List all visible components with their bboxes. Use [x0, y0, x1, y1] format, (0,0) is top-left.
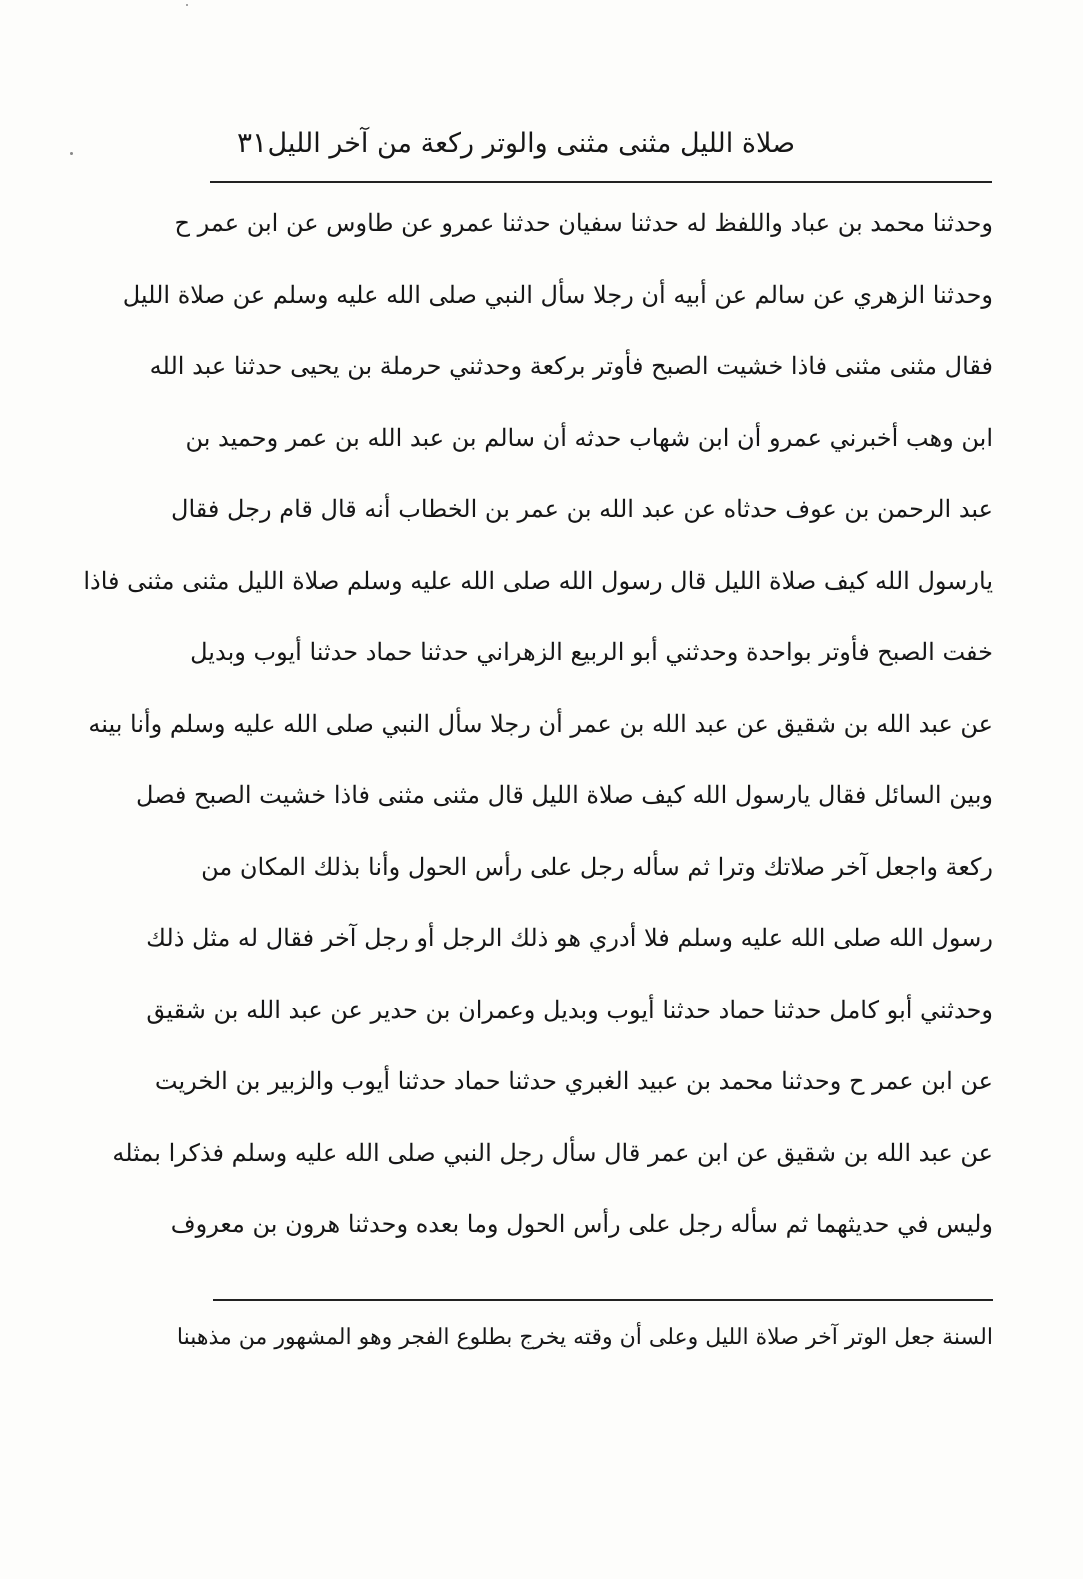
- running-title: صلاة الليل مثنى مثنى والوتر ركعة من آخر الليل: [267, 128, 795, 159]
- page-number: ٣١: [237, 126, 268, 159]
- scan-speck: [70, 152, 73, 155]
- scan-speck: [186, 4, 188, 6]
- main-text-block: [83, 188, 993, 1261]
- page-header: [205, 120, 995, 178]
- text-line: عن ابن عمر ح وحدثنا محمد بن عبيد الغبري حدثنا حماد حدثنا أيوب والزبير بن الخريت: [154, 1067, 993, 1095]
- text-line: رسول الله صلى الله عليه وسلم فلا أدري هو ذلك الرجل أو رجل آخر فقال له مثل ذلك: [146, 924, 993, 952]
- text-line: وحدثنا الزهري عن سالم عن أبيه أن رجلا سأل النبي صلى الله عليه وسلم عن صلاة الليل: [122, 280, 993, 309]
- text-line: ركعة واجعل آخر صلاتك وترا ثم سأله رجل على رأس الحول وأنا بذلك المكان من: [201, 852, 993, 881]
- text-line: عبد الرحمن بن عوف حدثاه عن عبد الله بن عمر بن الخطاب أنه قال قام رجل فقال: [171, 495, 993, 523]
- text-line: وليس في حديثهما ثم سأله رجل على رأس الحول وما بعده وحدثنا هرون بن معروف: [170, 1210, 993, 1238]
- header-rule: [210, 181, 992, 183]
- text-line: ابن وهب أخبرني عمرو أن ابن شهاب حدثه أن سالم بن عبد الله بن عمر وحميد بن: [185, 423, 993, 452]
- text-line: يارسول الله كيف صلاة الليل قال رسول الله صلى الله عليه وسلم صلاة الليل مثنى مثنى فاذا: [83, 566, 993, 595]
- text-line: وبين السائل فقال يارسول الله كيف صلاة الليل قال مثنى مثنى فاذا خشيت الصبح فصل: [135, 781, 993, 809]
- footnote-rule: [213, 1299, 993, 1301]
- text-line: وحدثني أبو كامل حدثنا حماد حدثنا أيوب وبديل وعمران بن حدير عن عبد الله بن شقيق: [146, 995, 993, 1024]
- text-line: وحدثنا محمد بن عباد واللفظ له حدثنا سفيان حدثنا عمرو عن طاوس عن ابن عمر ح: [174, 209, 993, 237]
- text-line: عن عبد الله بن شقيق عن ابن عمر قال سأل رجل النبي صلى الله عليه وسلم فذكرا بمثله: [112, 1138, 993, 1167]
- text-line: عن عبد الله بن شقيق عن عبد الله بن عمر أن رجلا سأل النبي صلى الله عليه وسلم وأنا بينه: [88, 709, 993, 738]
- text-line: فقال مثنى مثنى فاذا خشيت الصبح فأوتر بركعة وحدثني حرملة بن يحيى حدثنا عبد الله: [149, 352, 993, 380]
- footnote: السنة جعل الوتر آخر صلاة الليل وعلى أن وقته يخرج بطلوع الفجر وهو المشهور من مذهبنا: [176, 1325, 993, 1350]
- text-line: خفت الصبح فأوتر بواحدة وحدثني أبو الربيع الزهراني حدثنا حماد حدثنا أيوب وبديل: [190, 638, 993, 666]
